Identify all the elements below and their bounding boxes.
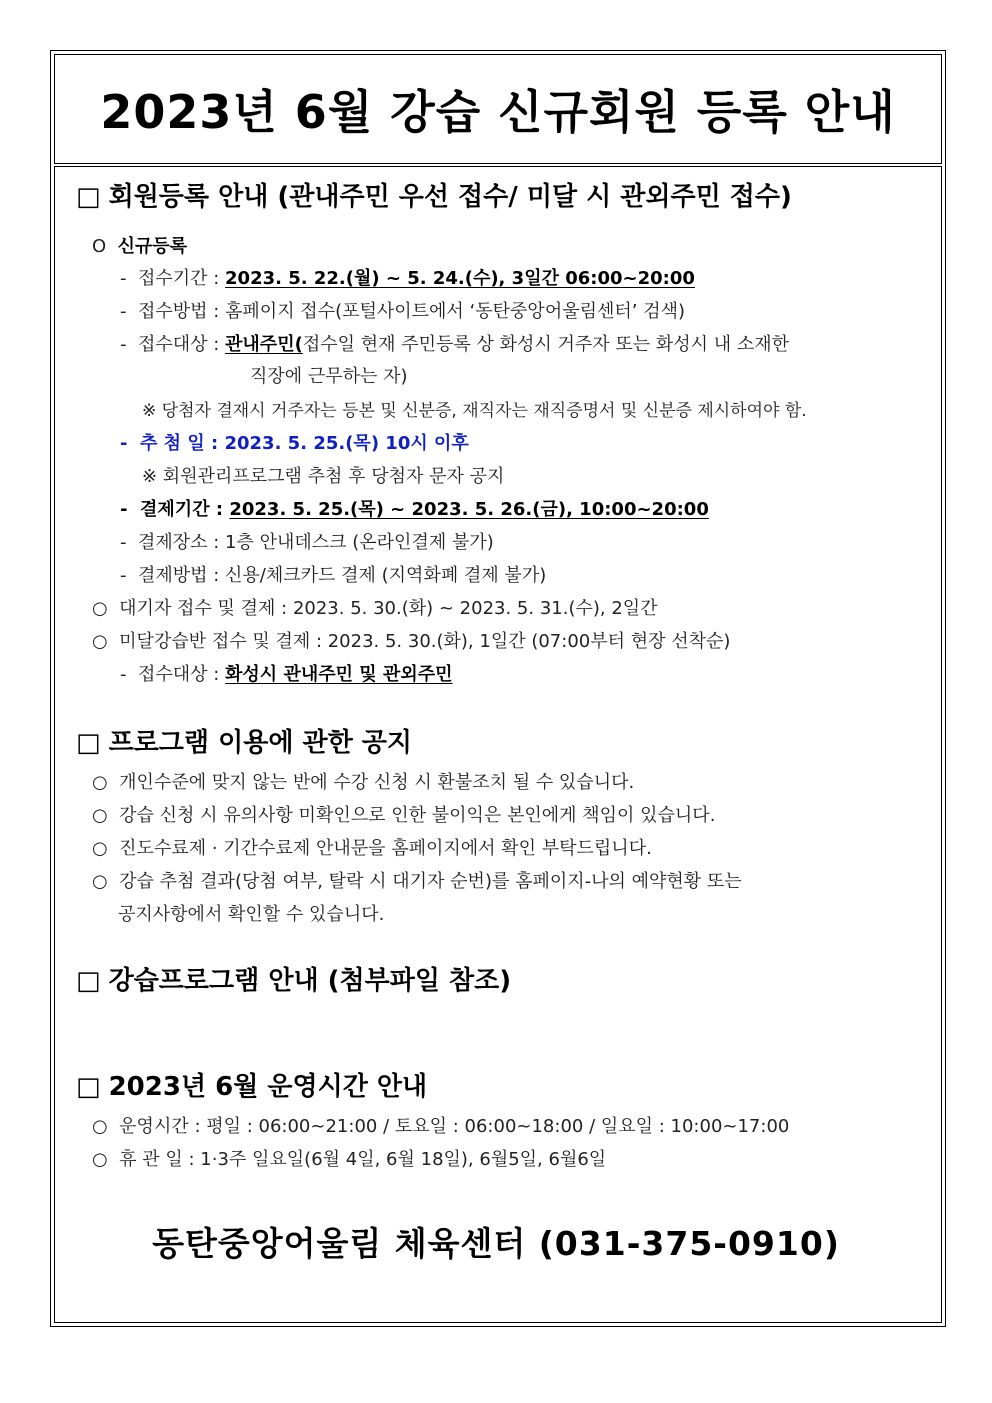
- list-item-reception-target: - 접수대상 : 관내주민(접수일 현재 주민등록 상 화성시 거주자 또는 화성시 내 소재한: [120, 334, 790, 355]
- checkbox-square-icon: □: [76, 966, 101, 996]
- section-heading-operating-hours: □ 2023년 6월 운영시간 안내: [76, 1072, 428, 1102]
- note-draw-sms: ※ 회원관리프로그램 추첨 후 당첨자 문자 공지: [142, 466, 505, 487]
- list-item-payment-period: - 결제기간 : 2023. 5. 25.(목) ~ 2023. 5. 26.(금), 10:00~20:00: [120, 499, 709, 520]
- list-item-payment-method: - 결제방법 : 신용/체크카드 결제 (지역화폐 결제 불가): [120, 565, 547, 586]
- list-item-waitlist: ○ 대기자 접수 및 결제 : 2023. 5. 30.(화) ~ 2023. 5. 31.(수), 2일간: [92, 598, 658, 619]
- list-item-unfilled-target: - 접수대상 : 화성시 관내주민 및 관외주민: [120, 664, 453, 685]
- list-item-reception-method: - 접수방법 : 홈페이지 접수(포털사이트에서 ‘동탄중앙어울림센터’ 검색): [120, 301, 685, 322]
- section-heading-registration: □ 회원등록 안내 (관내주민 우선 접수/ 미달 시 관외주민 접수): [76, 182, 792, 212]
- list-item-closed-days: ○ 휴 관 일 : 1·3주 일요일(6월 4일, 6월 18일), 6월5일, 6월6일: [92, 1149, 607, 1170]
- checkbox-square-icon: □: [76, 182, 101, 212]
- note-winner-documents: ※ 당첨자 결재시 거주자는 등본 및 신분증, 재직자는 재직증명서 및 신분증 제시하여야 함.: [142, 401, 807, 421]
- title-box: [54, 54, 942, 164]
- checkbox-square-icon: □: [76, 728, 101, 758]
- list-item-draw-date: - 추 첨 일 : 2023. 5. 25.(목) 10시 이후: [120, 433, 469, 454]
- list-item-payment-place: - 결제장소 : 1층 안내데스크 (온라인결제 불가): [120, 532, 494, 553]
- footer-contact: 동탄중앙어울림 체육센터 (031-375-0910): [152, 1224, 840, 1263]
- list-item-new-registration: O 신규등록: [92, 236, 188, 257]
- list-item-notice: ○ 진도수료제 · 기간수료제 안내문을 홈페이지에서 확인 부탁드립니다.: [92, 838, 652, 859]
- checkbox-square-icon: □: [76, 1072, 101, 1102]
- list-item-notice: ○ 강습 신청 시 유의사항 미확인으로 인한 불이익은 본인에게 책임이 있습니다.: [92, 805, 716, 826]
- list-item-notice: ○ 개인수준에 맞지 않는 반에 수강 신청 시 환불조치 될 수 있습니다.: [92, 772, 635, 793]
- list-item-reception-target-cont: 직장에 근무하는 자): [250, 366, 408, 387]
- section-heading-program-notice: □ 프로그램 이용에 관한 공지: [76, 728, 413, 758]
- section-heading-program-guide: □ 강습프로그램 안내 (첨부파일 참조): [76, 966, 512, 996]
- list-item-reception-period: - 접수기간 : 2023. 5. 22.(월) ~ 5. 24.(수), 3일간 06:00~20:00: [120, 268, 695, 289]
- list-item-operating-hours: ○ 운영시간 : 평일 : 06:00~21:00 / 토요일 : 06:00~18:00 / 일요일 : 10:00~17:00: [92, 1116, 790, 1137]
- list-item-unfilled-class: ○ 미달강습반 접수 및 결제 : 2023. 5. 30.(화), 1일간 (07:00부터 현장 선착순): [92, 631, 731, 652]
- list-item-notice: ○ 강습 추첨 결과(당첨 여부, 탈락 시 대기자 순번)를 홈페이지-나의 예약현황 또는: [92, 871, 742, 892]
- list-item-notice-cont: 공지사항에서 확인할 수 있습니다.: [118, 904, 385, 925]
- page-title: 2023년 6월 강습 신규회원 등록 안내: [100, 85, 896, 139]
